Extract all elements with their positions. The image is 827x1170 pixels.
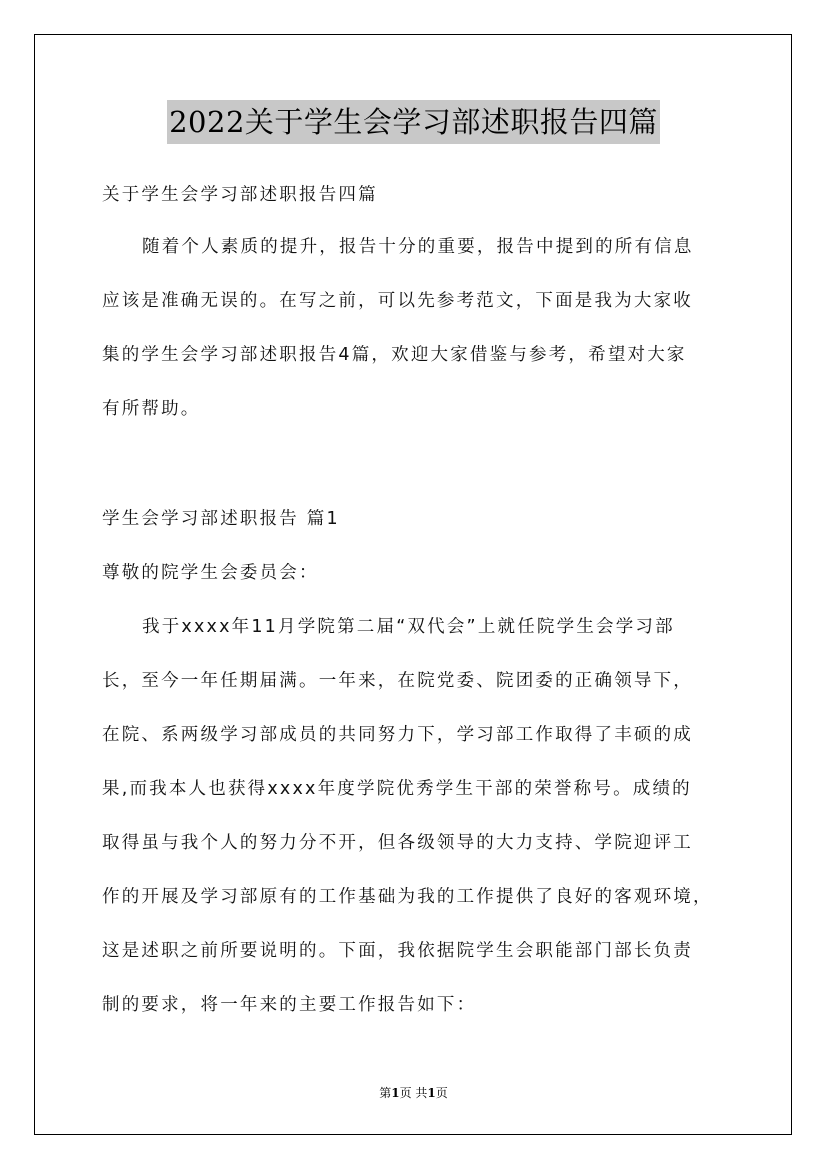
body-line: 取得虽与我个人的努力分不开，但各级领导的大力支持、学院迎评工 [102,833,693,853]
salutation: 尊敬的院学生会委员会： [102,563,319,583]
body-line: 作的开展及学习部原有的工作基础为我的工作提供了良好的客观环境， [102,887,713,907]
title-container [0,100,827,144]
intro-line: 应该是准确无误的。在写之前，可以先参考范文，下面是我为大家收 [102,291,693,311]
page-footer [0,1084,827,1101]
body-line: 果,而我本人也获得xxxx年度学院优秀学生干部的荣誉称号。成绩的 [102,779,692,799]
intro-line: 集的学生会学习部述职报告4篇，欢迎大家借鉴与参考，希望对大家 [102,345,687,365]
document-title: 2022关于学生会学习部述职报告四篇 [167,100,660,144]
footer-mid: 页 共 [399,1086,428,1100]
footer-suffix: 页 [435,1086,448,1100]
document-subtitle: 关于学生会学习部述职报告四篇 [102,185,378,205]
body-line: 制的要求，将一年来的主要工作报告如下： [102,995,477,1015]
body-line: 这是述职之前所要说明的。下面，我依据院学生会职能部门部长负责 [102,941,693,961]
section-heading: 学生会学习部述职报告 篇1 [102,509,340,529]
intro-line: 有所帮助。 [102,399,201,419]
body-line: 我于xxxx年11月学院第二届“双代会”上就任院学生会学习部 [142,617,675,637]
body-line: 长，至今一年任期届满。一年来，在院党委、院团委的正确领导下， [102,671,693,691]
body-line: 在院、系两级学习部成员的共同努力下，学习部工作取得了丰硕的成 [102,725,693,745]
intro-line: 随着个人素质的提升，报告十分的重要，报告中提到的所有信息 [142,237,694,257]
footer-prefix: 第 [379,1086,392,1100]
current-page-number: 1 [391,1086,400,1100]
total-page-number: 1 [427,1086,436,1100]
